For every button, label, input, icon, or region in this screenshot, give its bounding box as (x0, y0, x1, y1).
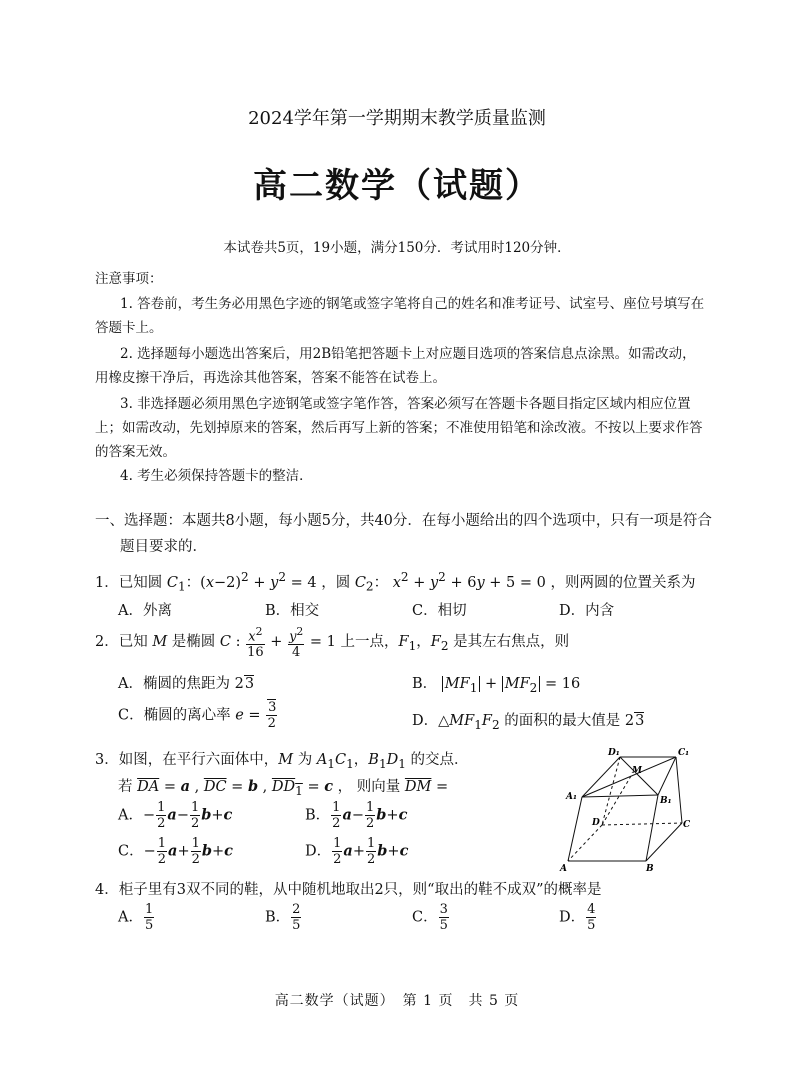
note-item: 4. 考生必须保持答题卡的整洁． (120, 468, 313, 484)
exam-info: 本试卷共5页，19小题，满分150分．考试用时120分钟． (223, 240, 571, 256)
label-m: M (632, 766, 642, 776)
label-d: D (592, 818, 600, 828)
label-b: B (646, 864, 654, 874)
option-d: D．$\triangle MF_1F_2$ 的面积的最大值是 23 (412, 713, 645, 732)
notes-heading: 注意事项： (95, 271, 163, 287)
exam-title: 2024学年第一学期期末教学质量监测 (248, 108, 546, 129)
option-a: A．椭圆的焦距为 23 (118, 676, 255, 692)
label-a1: A₁ (566, 792, 577, 802)
option-b: B． $\frac{2}{5}$ (265, 902, 301, 933)
question-number: 3． (95, 752, 119, 768)
option-c: C．椭圆的离心率 e = $\frac{3}{2}$ (118, 700, 277, 731)
question-2: 2．已知 M 是椭圆 C : $\frac{x^2}{16}$ + $\frac{y^2}{4}$ = 1 上一点，$F_1$，$F_2$ 是其左右焦点，则 (95, 625, 570, 661)
question-4: 4．柜子里有3双不同的鞋，从中随机地取出2只，则“取出的鞋不成双”的概率是 (95, 882, 602, 898)
label-b1: B₁ (660, 796, 672, 806)
question-3-condition: 若 $\overline{DA} = a$ , $\overline{DC} = b$ , $DD_1 = c$ ， 则向量 $\overline{DM}$ = (118, 778, 449, 798)
option-a: A． $\frac{1}{5}$ (118, 902, 154, 933)
question-number: 4． (95, 882, 119, 898)
option-d: D．内含 (559, 603, 615, 619)
label-a: A (560, 864, 567, 874)
note-item: 1. 答卷前，考生务必用黑色字迹的钢笔或签字笔将自己的姓名和准考证号、试室号、座位号填写在答题卡上。 (95, 296, 705, 336)
page-title: 高二数学（试题） (253, 166, 541, 206)
label-c: C (683, 820, 690, 830)
section-heading: 一、选择题：本题共8小题，每小题5分，共40分．在每小题给出的四个选项中，只有一项是符合 (95, 513, 712, 529)
label-c1: C₁ (678, 748, 690, 758)
note-item: 3. 非选择题必须用黑色字迹钢笔或签字笔作答，答案必须写在答题卡各题目指定区域内相应位置上；如需改动，先划掉原来的答案，然后再写上新的答案；不准使用铅笔和涂改液。不按以上要求作答的答案无效。 (95, 396, 703, 460)
label-d1: D₁ (608, 748, 620, 758)
option-b: B． $MF_1 + MF_2 = 16$ (412, 676, 581, 695)
option-d: D． $\frac{4}{5}$ (559, 902, 596, 933)
page-footer: 高二数学（试题） 第 1 页 共 5 页 (274, 993, 520, 1009)
question-3: 3．如图，在平行六面体中，M 为 $A_1C_1$，$B_1D_1$ 的交点． (95, 752, 469, 771)
option-c: C．相切 (412, 603, 467, 619)
note-item: 2. 选择题每小题选出答案后，用2B铅笔把答题卡上对应题目选项的答案信息点涂黑。如需改动，用橡皮擦干净后，再选涂其他答案，答案不能答在试卷上。 (95, 346, 696, 386)
question-number: 2． (95, 634, 119, 651)
option-a: A．外离 (118, 603, 172, 619)
parallelepiped-figure (558, 745, 690, 875)
option-b: B．相交 (265, 603, 320, 619)
option-a: A．− $\frac{1}{2}$ a− $\frac{1}{2}$ b+c (118, 800, 233, 831)
option-d: D． $\frac{1}{2}$ a+ $\frac{1}{2}$ b+c (305, 836, 409, 867)
option-b: B． $\frac{1}{2}$ a− $\frac{1}{2}$ b+c (305, 800, 408, 831)
option-c: C．− $\frac{1}{2}$ a+ $\frac{1}{2}$ b+c (118, 836, 234, 867)
question-1: 1．已知圆 $C_1$：$(x-2)^2 + y^2 = 4$ ，圆 $C_2$： $x^2 + y^2 + 6y + 5 = 0$ ，则两圆的位置关系为 (95, 570, 696, 594)
section-heading-cont: 题目要求的． (120, 539, 207, 555)
question-number: 1． (95, 574, 119, 591)
option-c: C． $\frac{3}{5}$ (412, 902, 448, 933)
